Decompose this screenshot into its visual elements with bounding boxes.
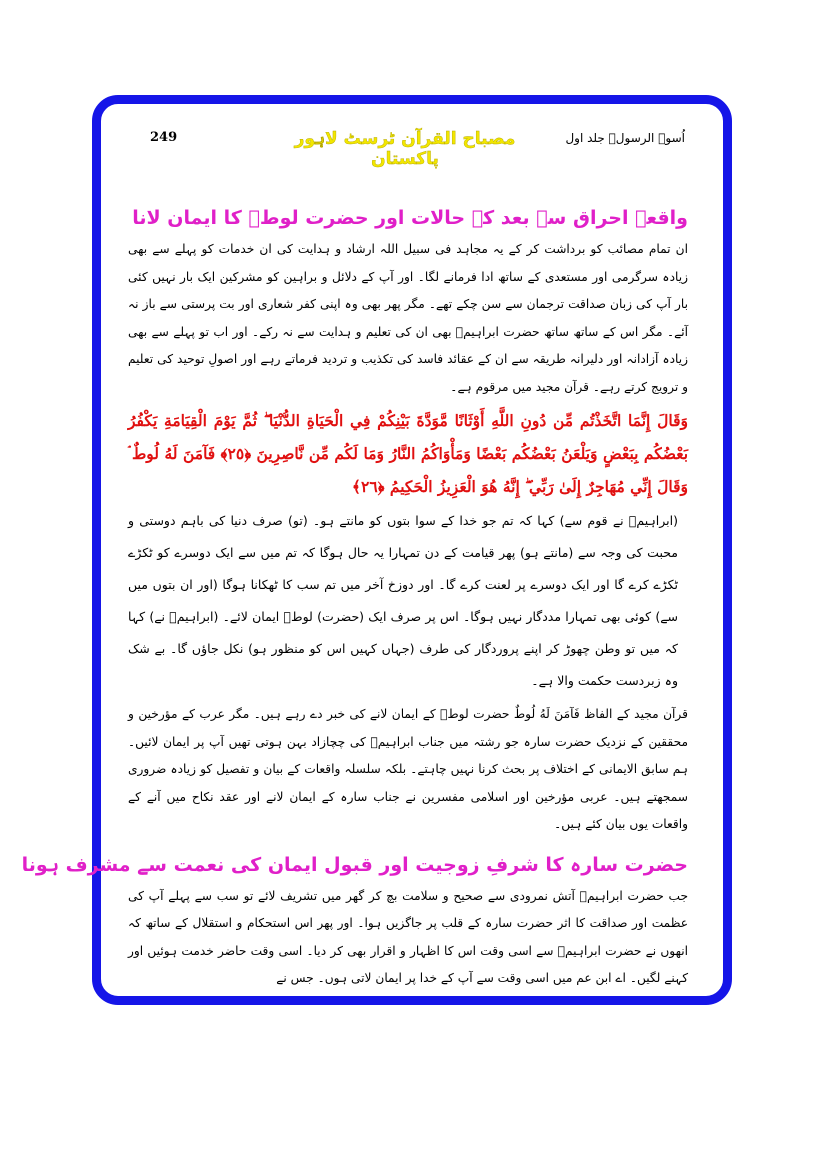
book-title: اُسوۂ الرسولؐ جلد اول [565, 131, 685, 145]
page-number: 249 [150, 130, 178, 145]
body-paragraph: جب حضرت ابراہیمؑ آتش نمرودی سے صحیح و سلامت بچ کر گھر میں تشریف لائے تو سب سے پہلے آپ کی عظمت اور صداقت کا اثر حضرت سارہ کے قلب پر جاگزیں ہوا۔ اور پھر اس استحکام و استقلال کے ساتھ کہ انھوں نے حضرت ابراہیمؑ سے اسی وقت اس کا اظہار و اقرار بھی کر دیا۔ اسی وقت حاضر خدمت ہوئیں اور کہنے لگیں۔ اے ابن عم میں اسی وقت سے آپ کے خدا پر ایمان لاتی ہوں۔ جس نے [128, 888, 688, 985]
page-content [21, 200, 689, 993]
page-header [150, 128, 685, 169]
section-heading: واقعہ احراق سے بعد کے حالات اور حضرت لوطؑ کا ایمان لانا [132, 207, 688, 229]
quran-verse: وَقَالَ إِنَّمَا اتَّخَذْتُم مِّن دُونِ اللَّهِ أَوْثَانًا مَّوَدَّةَ بَيْنِكُمْ فِي الْحَيَاةِ الدُّنْيَا ۖ ثُمَّ يَوْمَ الْقِيَامَةِ يَكْفُرُ بَعْضُكُم بِبَعْضٍ وَيَلْعَنُ بَعْضُكُم بَعْضًا وَمَأْوَاكُمُ النَّارُ وَمَا لَكُم مِّن نَّاصِرِينَ ﴿٢٥﴾ فَآمَنَ لَهُ لُوطٌ ۘ وَقَالَ إِنِّي مُهَاجِرٌ إِلَىٰ رَبِّي ۖ إِنَّهُ هُوَ الْعَزِيزُ الْحَكِيمُ ﴿٢٦﴾ [128, 411, 689, 496]
publisher-title: مصباح القرآن ٹرسٹ لاہور پاکستان [294, 129, 516, 169]
verse-translation: (ابراہیمؑ نے قوم سے) کہا کہ تم جو خدا کے سوا بتوں کو مانتے ہو۔ (تو) صرف دنیا کی باہم دوستی و محبت کی وجہ سے (مانتے ہو) پھر قیامت کے دن تمہارا یہ حال ہوگا کہ تم میں سے ایک دوسرے کو ٹکڑے ٹکڑے کرے گا اور ایک دوسرے پر لعنت کرے گا۔ اور دوزخ آخر میں تم سب کا ٹھکانا ہوگا (اور ان بتوں میں سے) کوئی بھی تمہارا مددگار نہیں ہوگا۔ اس پر صرف ایک (حضرت) لوطؑ ایمان لائے۔ (ابراہیمؑ نے) کہا کہ میں تو وطن چھوڑ کر اپنے پروردگار کی طرف (جہاں کہیں اس کو منظور ہو) نکل جاؤں گا۔ بے شک وہ زبردست حکمت والا ہے۔ [128, 513, 678, 688]
body-paragraph: قرآن مجید کے الفاظ فَآمَنَ لَهُ لُوطٌ حضرت لوطؑ کے ایمان لانے کی خبر دے رہے ہیں۔ مگر عرب کے مؤرخین و محققین کے نزدیک حضرت سارہ جو رشتہ میں جناب ابراہیمؑ کی چچازاد بہن ہوتی تھیں آپ پر ایمان لائیں۔ ہم سابق الایمانی کے اختلاف پر بحث کرنا نہیں چاہتے۔ بلکہ سلسلہ واقعات کے بیان و تفصیل کو زیادہ ضروری سمجھتے ہیں۔ عربی مؤرخین اور اسلامی مفسرین نے جناب سارہ کے ایمان لانے اور عقد نکاح میں آنے کے واقعات یوں بیان کئے ہیں۔ [128, 707, 688, 831]
body-paragraph: ان تمام مصائب کو برداشت کر کے یہ مجاہد فی سبیل اللہ ارشاد و ہدایت کی ان خدمات کو پہلے سے بھی زیادہ سرگرمی اور مستعدی کے ساتھ ادا فرمانے لگا۔ اور آپ کے دلائل و براہین کو مشرکین ایک بار نہیں کئی بار آپ کی زبان صداقت ترجمان سے سن چکے تھے۔ مگر پھر بھی وہ اپنی کفر شعاری اور بت پرستی سے باز نہ آئے۔ مگر اس کے ساتھ ساتھ حضرت ابراہیمؑ بھی ان کی تعلیم و ہدایت سے نہ رکے۔ اور اب تو پہلے سے بھی زیادہ آزادانہ اور دلیرانہ طریقہ سے ان کے عقائد فاسد کی تکذیب و تردید فرماتے رہے اور اصولِ توحید کی تعلیم و ترویج کرتے رہے۔ قرآن مجید میں مرقوم ہے۔ [128, 242, 688, 394]
section-heading: حضرت سارہ کا شرفِ زوجیت اور قبول ایمان کی نعمت سے مشرف ہونا [21, 853, 688, 876]
